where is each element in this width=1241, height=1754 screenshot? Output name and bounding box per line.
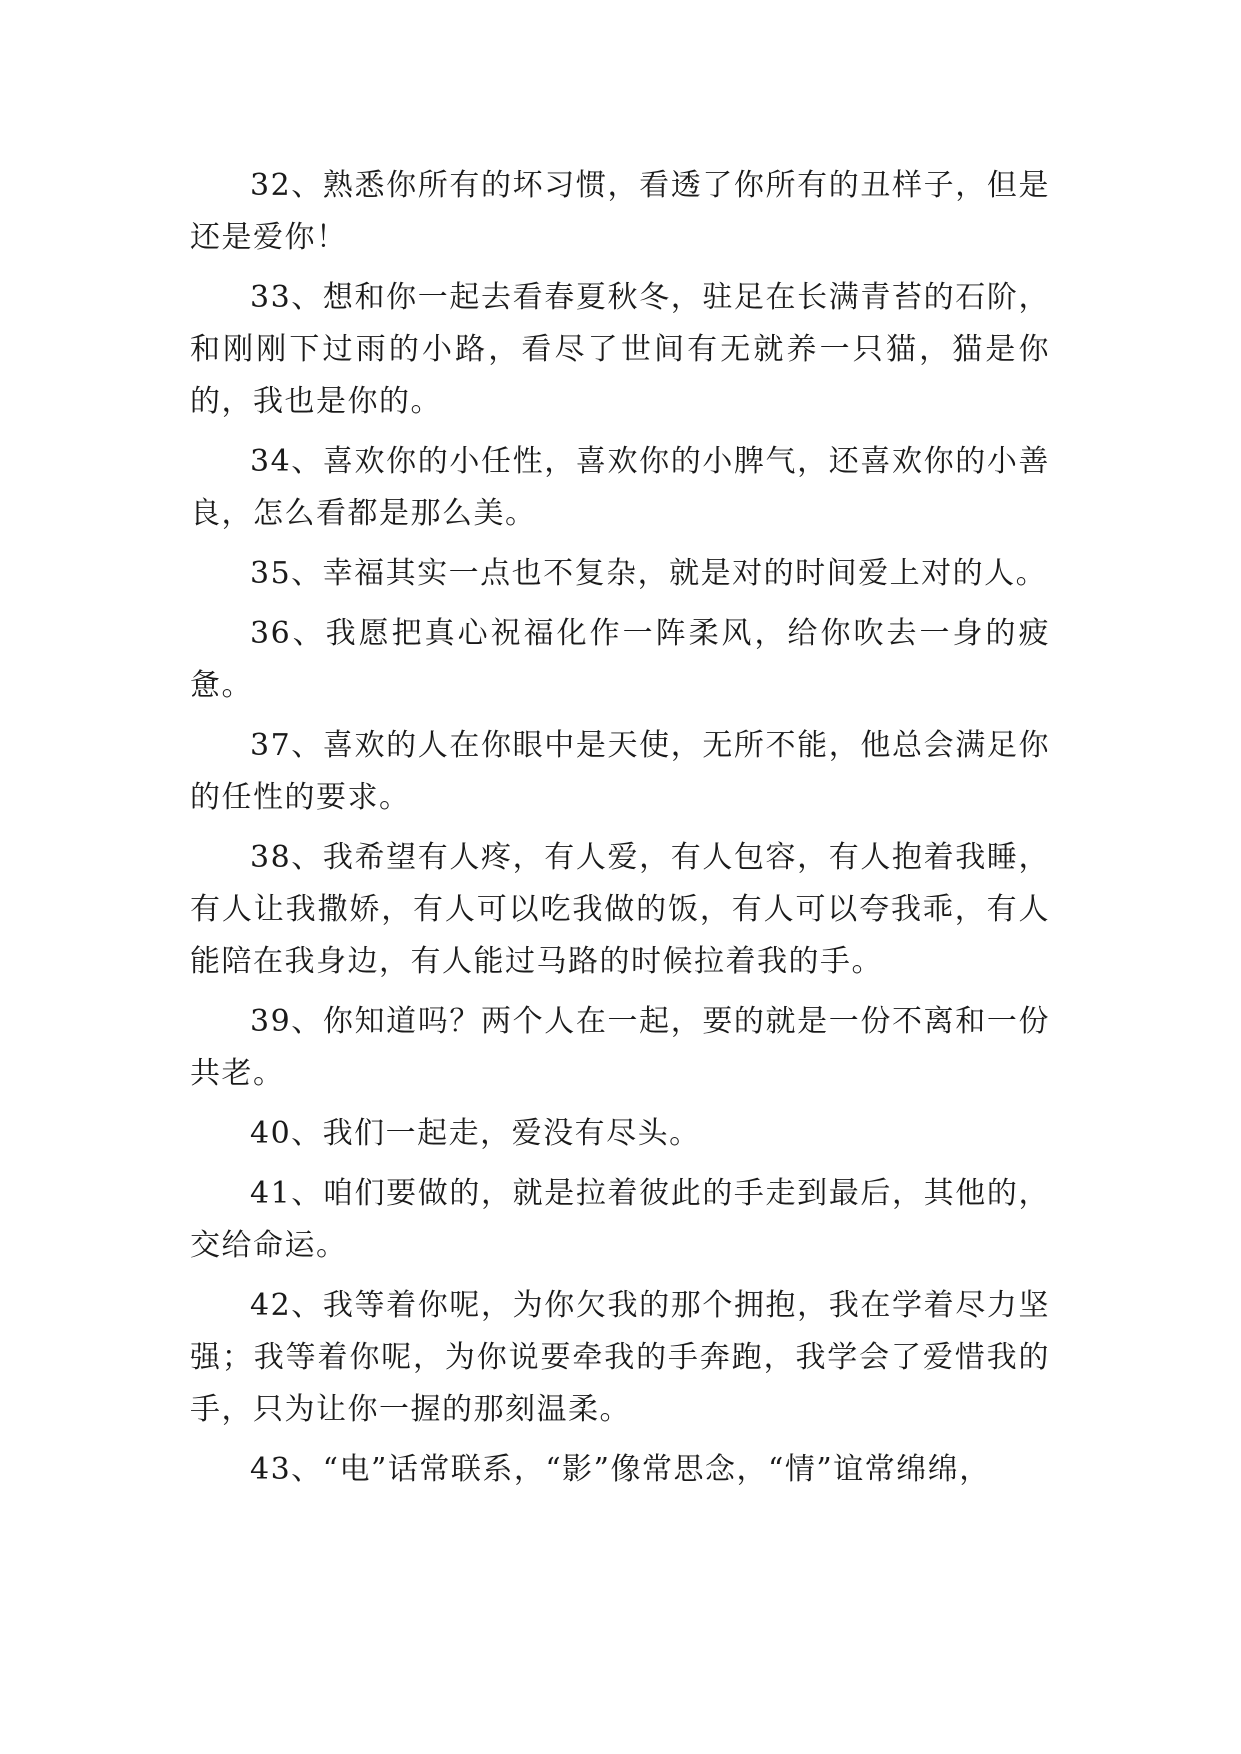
paragraph-43: 43、“电”话常联系，“影”像常思念，“情”谊常绵绵， bbox=[250, 1452, 991, 1487]
paragraph-35: 35、幸福其实一点也不复杂，就是对的时间爱上对的人。 bbox=[250, 556, 1048, 591]
document-body bbox=[190, 160, 1050, 1496]
paragraph-36: 36、我愿把真心祝福化作一阵柔风，给你吹去一身的疲惫。 bbox=[190, 616, 1050, 703]
paragraph-37: 37、喜欢的人在你眼中是天使，无所不能，他总会满足你的任性的要求。 bbox=[190, 728, 1050, 815]
paragraph-41: 41、咱们要做的，就是拉着彼此的手走到最后，其他的，交给命运。 bbox=[190, 1176, 1050, 1263]
paragraph-32: 32、熟悉你所有的坏习惯，看透了你所有的丑样子，但是还是爱你！ bbox=[190, 168, 1050, 255]
paragraph-34: 34、喜欢你的小任性，喜欢你的小脾气，还喜欢你的小善良，怎么看都是那么美。 bbox=[190, 444, 1050, 531]
paragraph-38: 38、我希望有人疼，有人爱，有人包容，有人抱着我睡，有人让我撒娇，有人可以吃我做的饭，有人可以夸我乖，有人能陪在我身边，有人能过马路的时候拉着我的手。 bbox=[190, 840, 1050, 979]
paragraph-42: 42、我等着你呢，为你欠我的那个拥抱，我在学着尽力坚强；我等着你呢，为你说要牵我的手奔跑，我学会了爱惜我的手，只为让你一握的那刻温柔。 bbox=[190, 1288, 1050, 1427]
paragraph-39: 39、你知道吗？两个人在一起，要的就是一份不离和一份共老。 bbox=[190, 1004, 1050, 1091]
paragraph-40: 40、我们一起走，爱没有尽头。 bbox=[250, 1116, 701, 1151]
paragraph-33: 33、想和你一起去看春夏秋冬，驻足在长满青苔的石阶，和刚刚下过雨的小路，看尽了世间有无就养一只猫，猫是你的，我也是你的。 bbox=[190, 280, 1050, 419]
